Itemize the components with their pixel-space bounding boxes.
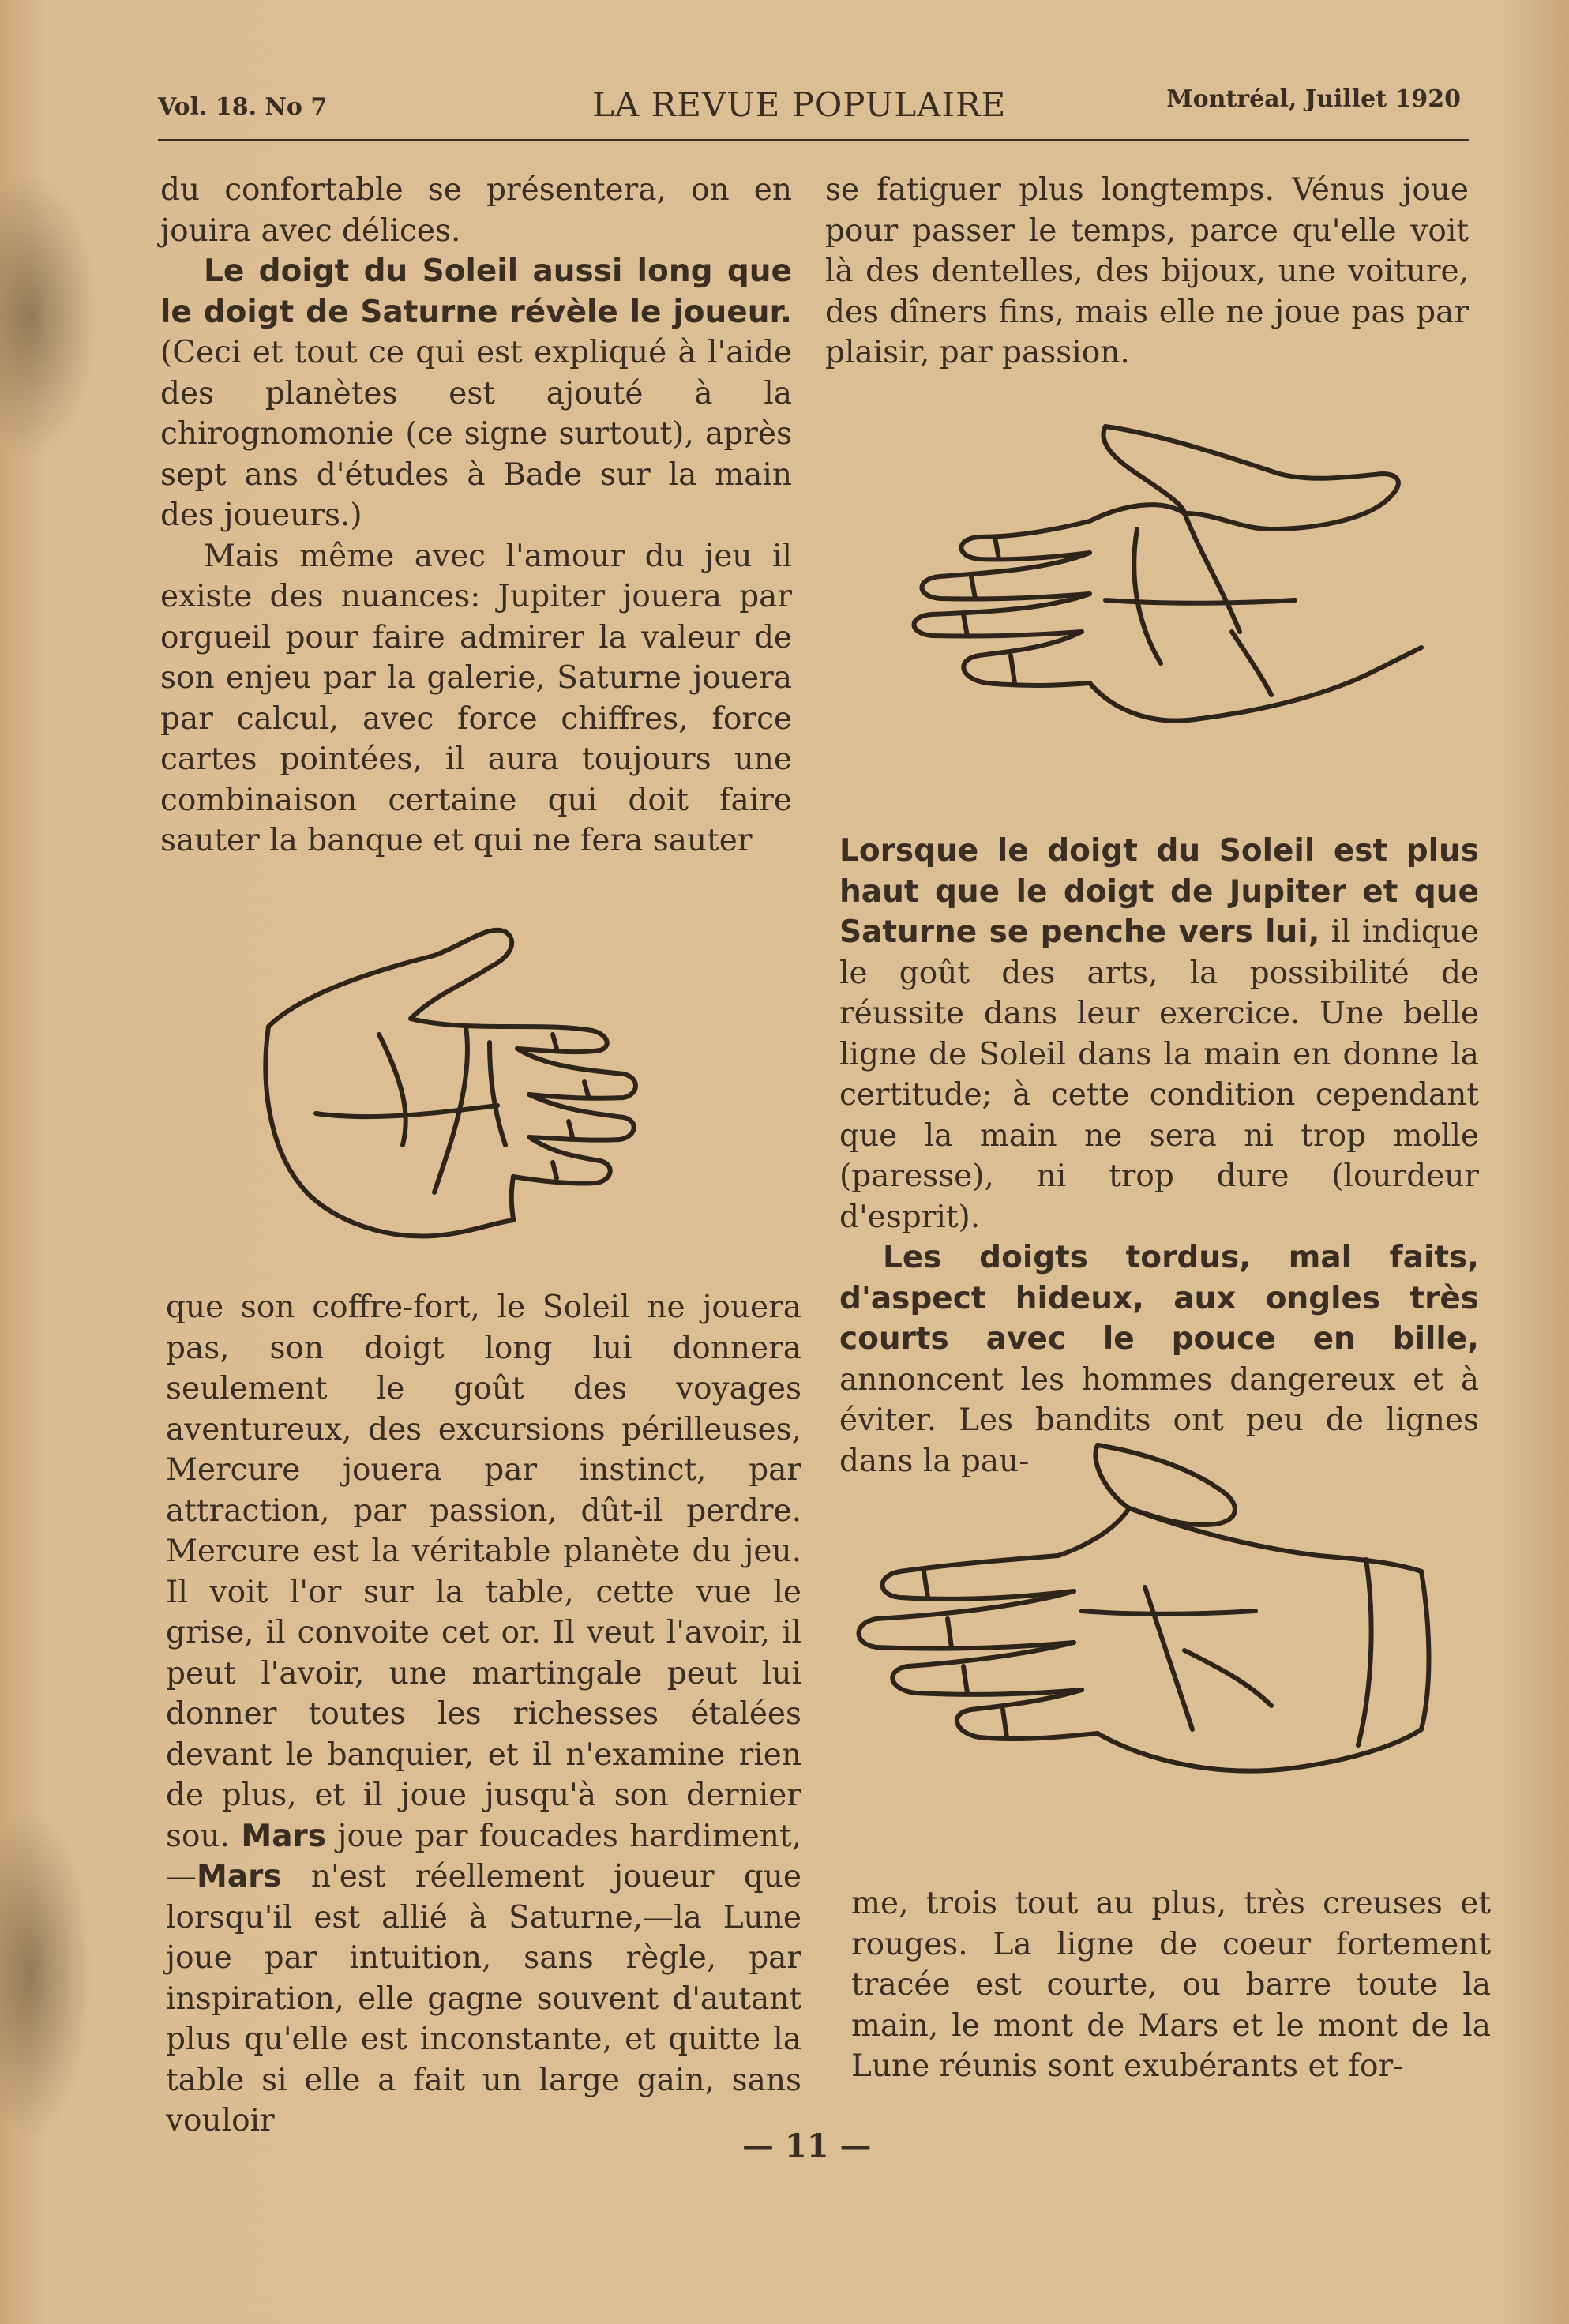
hand-icon — [900, 411, 1453, 790]
right-column-bottom — [851, 1883, 1491, 2087]
volume-number: Vol. 18. No 7 — [158, 93, 328, 121]
paragraph-text: annoncent les hommes dangereux et à éviter. Les bandits ont peu de lignes dans la pau- — [839, 1361, 1479, 1479]
bold-heading: Le doigt du Soleil aussi long que le doigt de Saturne révèle le joueur. — [160, 253, 792, 330]
issue-date: Montréal, Juillet 1920 — [1166, 85, 1461, 113]
paragraph: du confortable se présentera, on en jouira avec délices. — [160, 172, 792, 249]
bold-word: Mars — [197, 1859, 282, 1894]
bold-heading: Les doigts tordus, mal faits, d'aspect hideux, aux ongles très courts avec le pouce en bille, — [839, 1240, 1479, 1357]
paragraph — [166, 1287, 801, 2142]
right-column-middle — [839, 831, 1479, 1481]
paragraph: Mais même avec l'amour du jeu il existe des nuances: Jupiter jouera par orgueil pour faire admirer la valeur de son enjeu par la galerie, Saturne jouera par calcul, avec force chiffres, force cartes pointées, il aura toujours une combinaison certaine qui doit faire sauter la banque et qui ne fera sauter — [160, 538, 792, 858]
bold-heading: Lorsque le doigt du Soleil est plus haut que le doigt de Jupiter et que Saturne se penche vers lui, — [839, 833, 1479, 950]
paragraph-text: (Ceci et tout ce qui est expliqué à l'aide des planètes est ajouté à la chirognomonie (ce signe surtout), après sept ans d'études à Bade sur la main des joueurs.) — [160, 335, 792, 533]
publication-title: LA REVUE POPULAIRE — [592, 85, 1007, 124]
right-column-top — [825, 170, 1469, 374]
paragraph-text: que son coffre-fort, le Soleil ne jouera pas, son doigt long lui donnera seulement le goût des voyages aventureux, des excursions périlleuses, Mercure jouera par instinct, par attraction, par passion, dût-il perdre. Mercure est la véritable planète du jeu. Il voit l'or sur la table, cette vue le grise, il convoite cet or. Il veut l'avoir, il peut l'avoir, une martingale peut lui donner toutes les richesses étalées devant le banquier, et il n'examine rien de plus, et il joue jusqu'à son dernier sou. — [166, 1290, 801, 1854]
paragraph-text: il indique le goût des arts, la possibilité de réussite dans leur exercice. Une belle ligne de Soleil dans la main en donne la certitude; à cette condition cependant que la main ne sera ni trop molle (paresse), ni trop dure (lourdeur d'esprit). — [839, 914, 1480, 1235]
paragraph — [160, 251, 792, 536]
paragraph: se fatiguer plus longtemps. Vénus joue pour passer le temps, parce qu'elle voit là des dentelles, des bijoux, une voiture, des dîners fins, mais elle ne joue pas par plaisir, par passion. — [825, 172, 1469, 370]
header-divider — [158, 139, 1469, 141]
left-column-bottom — [166, 1287, 801, 2142]
hand-drawing-sun-finger — [253, 908, 742, 1248]
page-number: — 11 — — [742, 2127, 872, 2164]
hand-icon — [253, 908, 742, 1248]
paragraph-text: n'est réellement joueur que lorsqu'il est allié à Saturne,—la Lune joue par intuition, sans règle, par inspiration, elle gagne souvent d'autant plus qu'elle est inconstante, et quitte la table si elle a fait un large gain, sans vouloir — [166, 1859, 801, 2138]
paragraph-text: joue par foucades hardiment,— — [166, 1818, 801, 1894]
hand-drawing-bandit — [845, 1429, 1485, 1872]
paragraph — [839, 831, 1479, 1237]
paragraph: me, trois tout au plus, très creuses et rouges. La ligne de coeur fortement tracée est courte, ou barre toute la main, le mont de Mars et le mont de la Lune réunis sont exubérants et for- — [851, 1886, 1491, 2084]
page-header — [158, 85, 1461, 133]
hand-icon — [845, 1429, 1485, 1872]
hand-drawing-jupiter-saturn — [900, 411, 1453, 790]
left-column-top — [160, 170, 792, 862]
bold-word: Mars — [241, 1818, 326, 1854]
